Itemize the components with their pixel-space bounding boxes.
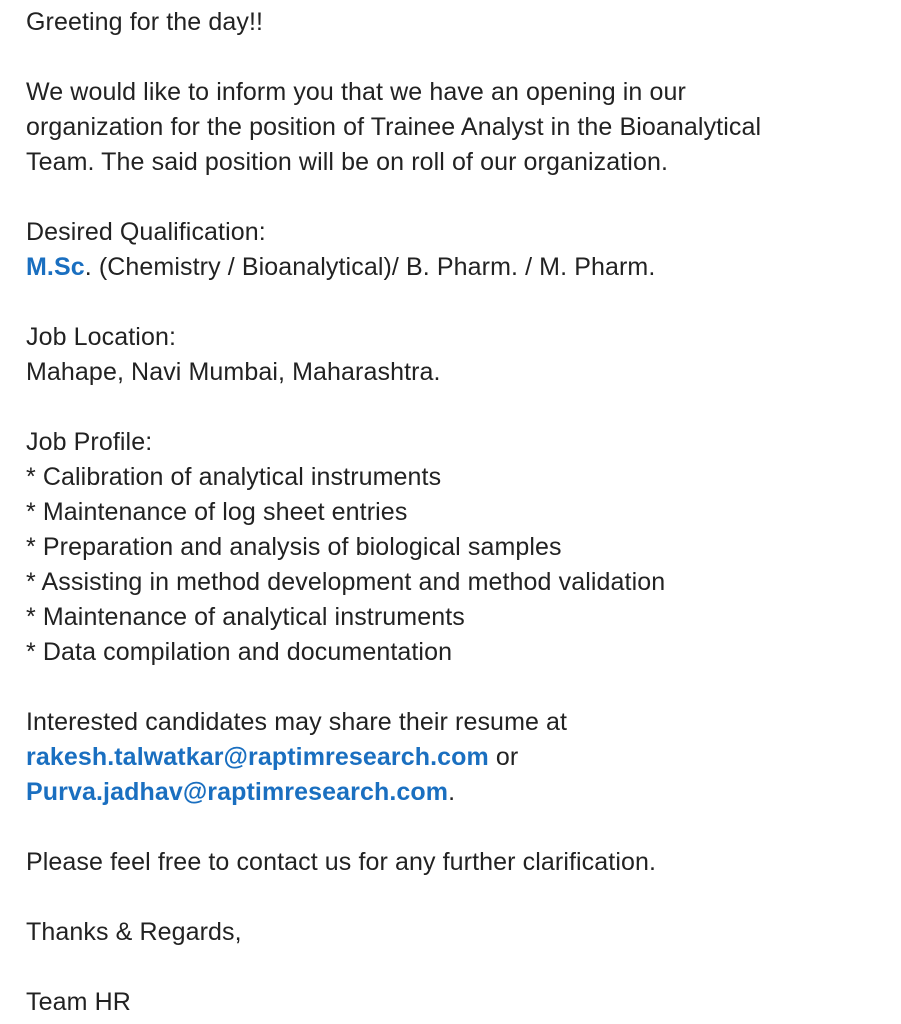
blank-line [26,670,886,705]
profile-item: * Calibration of analytical instruments [26,463,442,491]
email-link-rakesh[interactable]: rakesh.talwatkar@raptimresearch.com [26,743,489,771]
intro-line-1: We would like to inform you that we have an opening in our [26,78,686,106]
profile-item: * Maintenance of log sheet entries [26,498,408,526]
contact-intro: Interested candidates may share their resume at [26,708,568,736]
contact-email-line-2 [26,775,886,810]
qualification-line [26,250,886,285]
intro-line-2: organization for the position of Trainee Analyst in the Bioanalytical [26,113,762,141]
qualification-heading: Desired Qualification: [26,218,266,246]
blank-line [26,285,886,320]
qualification-rest: . (Chemistry / Bioanalytical)/ B. Pharm. / M. Pharm. [84,253,656,281]
greeting-line: Greeting for the day!! [26,8,264,36]
blank-line [26,390,886,425]
blank-line [26,40,886,75]
intro-line-3: Team. The said position will be on roll of our organization. [26,148,668,176]
contact-end: . [448,778,456,806]
location-heading: Job Location: [26,323,177,351]
profile-item: * Assisting in method development and method validation [26,568,666,596]
contact-connector: or [488,743,519,771]
closing-note: Please feel free to contact us for any further clarification. [26,848,657,876]
email-body [26,5,886,1020]
blank-line [26,950,886,985]
signature: Team HR [26,988,131,1016]
profile-item: * Preparation and analysis of biological samples [26,533,562,561]
msc-link[interactable]: M.Sc [26,253,85,281]
sign-off: Thanks & Regards, [26,918,242,946]
profile-item: * Data compilation and documentation [26,638,453,666]
blank-line [26,810,886,845]
contact-email-line-1 [26,740,886,775]
email-link-purva[interactable]: Purva.jadhav@raptimresearch.com [26,778,449,806]
blank-line [26,880,886,915]
profile-item: * Maintenance of analytical instruments [26,603,465,631]
location-value: Mahape, Navi Mumbai, Maharashtra. [26,358,441,386]
profile-heading: Job Profile: [26,428,153,456]
blank-line [26,180,886,215]
